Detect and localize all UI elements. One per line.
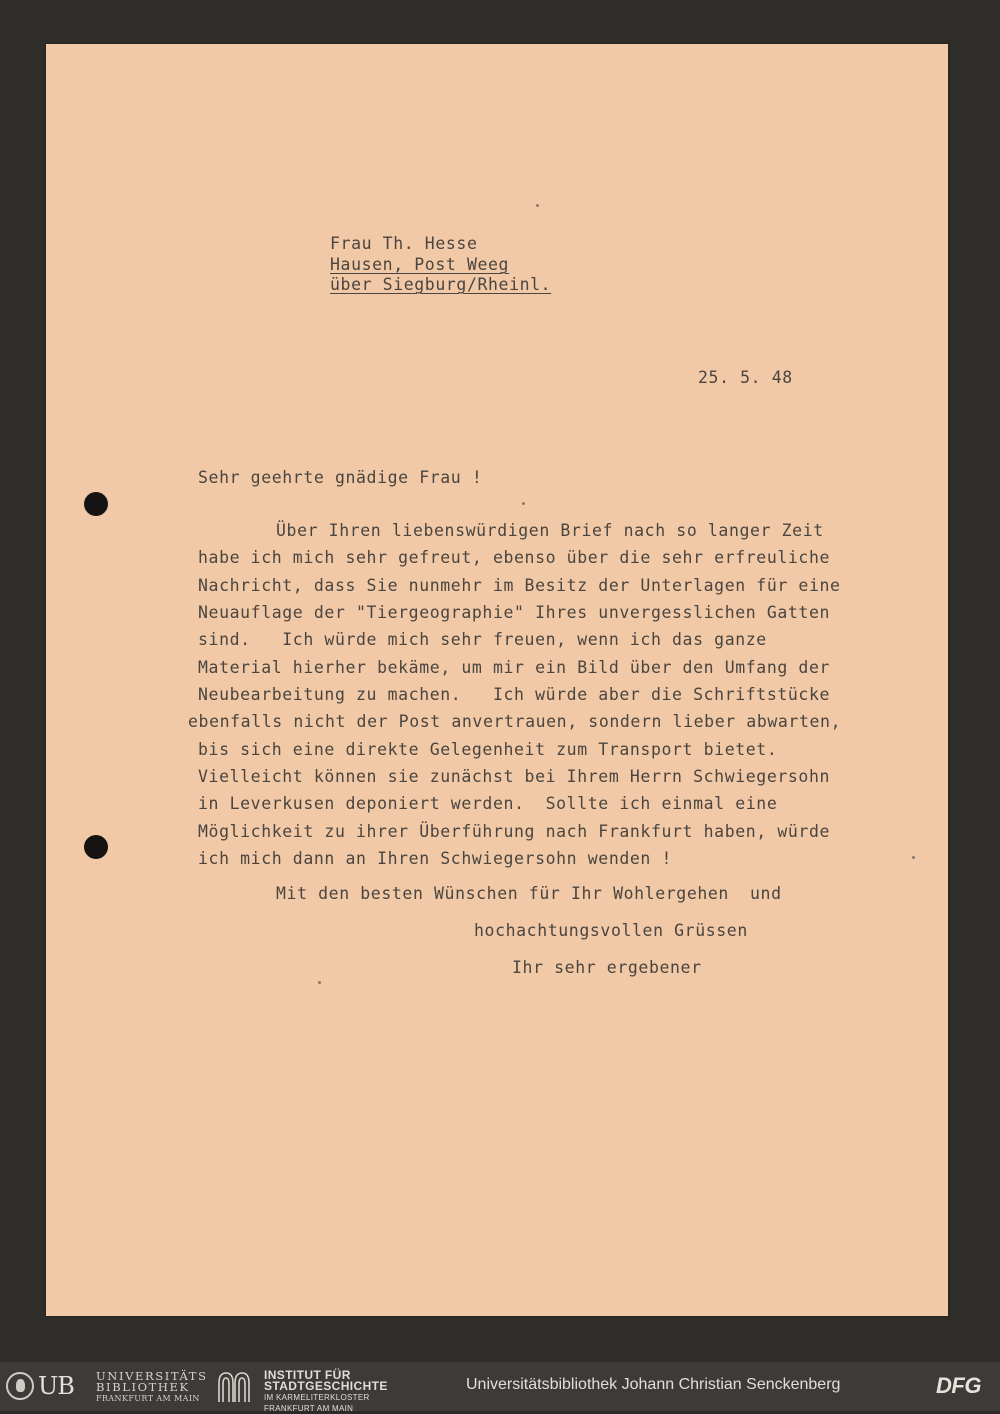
- closing-line: Ihr sehr ergebener: [512, 958, 702, 977]
- ifs-name-line: FRANKFURT AM MAIN: [264, 1404, 354, 1413]
- closing-line: hochachtungsvollen Grüssen: [474, 921, 748, 940]
- body-line: Neubearbeitung zu machen. Ich würde aber die Schriftstücke: [198, 685, 831, 704]
- paper-speck: [522, 502, 525, 505]
- paper-speck: [318, 981, 321, 984]
- footer-bar: [0, 1362, 1000, 1411]
- body-line: in Leverkusen deponiert werden. Sollte ich einmal eine: [198, 794, 778, 813]
- punch-hole-upper: [84, 492, 108, 516]
- address-line: Hausen, Post Weeg: [330, 255, 510, 274]
- body-line: Nachricht, dass Sie nunmehr im Besitz der Unterlagen für eine: [198, 576, 841, 595]
- address-line: Frau Th. Hesse: [330, 234, 478, 253]
- address-line: über Siegburg/Rheinl.: [330, 275, 552, 294]
- cloister-arches-icon: [216, 1369, 252, 1403]
- body-line: ich mich dann an Ihren Schwiegersohn wenden !: [198, 849, 673, 868]
- closing-line: Mit den besten Wünschen für Ihr Wohlergehen und: [276, 884, 782, 903]
- ub-name-line: FRANKFURT AM MAIN: [96, 1394, 200, 1403]
- ub-logo: [6, 1370, 92, 1402]
- ifs-name-line: IM KARMELITERKLOSTER: [264, 1393, 370, 1402]
- body-line: sind. Ich würde mich sehr freuen, wenn ich das ganze: [198, 630, 767, 649]
- ub-name: [96, 1371, 208, 1404]
- paper-speck: [536, 204, 539, 207]
- dfg-logo: DFG: [936, 1373, 981, 1398]
- ub-seal-icon: [6, 1372, 34, 1400]
- footer-title: Universitätsbibliothek Johann Christian Senckenberg: [466, 1376, 841, 1393]
- body-line: Material hierher bekäme, um mir ein Bild über den Umfang der: [198, 658, 831, 677]
- body-line: ebenfalls nicht der Post anvertrauen, sondern lieber abwarten,: [188, 712, 842, 731]
- ub-name-line: BIBLIOTHEK: [96, 1380, 190, 1394]
- body-line: bis sich eine direkte Gelegenheit zum Transport bietet.: [198, 740, 778, 759]
- ifs-name-line: STADTGESCHICHTE: [264, 1379, 388, 1393]
- punch-hole-lower: [84, 835, 108, 859]
- body-line: Neuauflage der "Tiergeographie" Ihres unvergesslichen Gatten: [198, 603, 831, 622]
- body-line: Möglichkeit zu ihrer Überführung nach Frankfurt haben, würde: [198, 822, 831, 841]
- ifs-name: [264, 1370, 388, 1414]
- body-line: Über Ihren liebenswürdigen Brief nach so langer Zeit: [276, 521, 824, 540]
- salutation: Sehr geehrte gnädige Frau !: [198, 468, 483, 487]
- paper-speck: [912, 856, 915, 859]
- ifs-name-line: INSTITUT FÜR: [264, 1368, 351, 1382]
- ub-name-line: UNIVERSITÄTS: [96, 1369, 208, 1383]
- letter-date: 25. 5. 48: [698, 368, 793, 387]
- body-line: habe ich mich sehr gefreut, ebenso über die sehr erfreuliche: [198, 548, 831, 567]
- ub-letters: UB: [38, 1372, 74, 1400]
- body-line: Vielleicht können sie zunächst bei Ihrem Herrn Schwiegersohn: [198, 767, 831, 786]
